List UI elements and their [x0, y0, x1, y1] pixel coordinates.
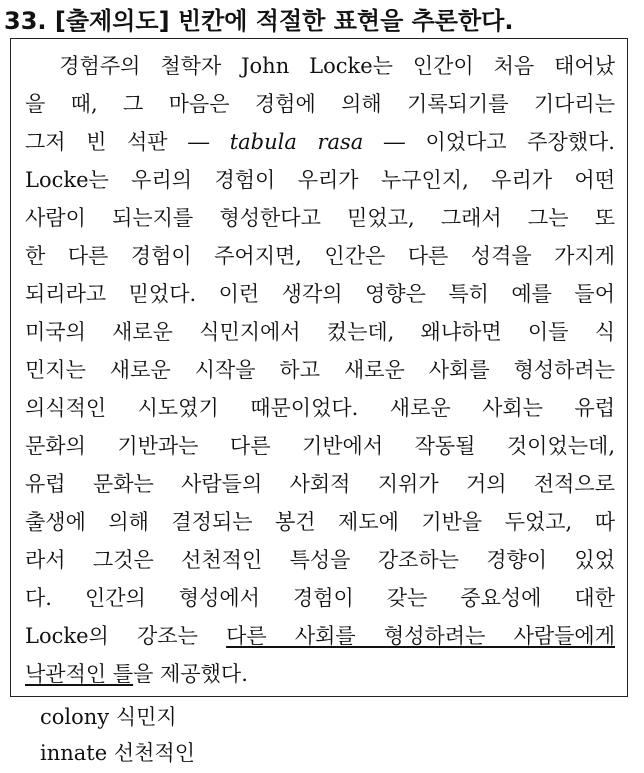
vocab-word: colony: [40, 705, 110, 729]
passage-line: 민지는 새로운 시작을 하고 새로운 사회를 형성하려는: [25, 358, 615, 382]
vocab-meaning: 식민지: [115, 705, 177, 729]
passage-line: 되리라고 믿었다. 이런 생각의 영향은 특히 예를 들어: [25, 282, 615, 306]
passage-line: 다. 인간의 형성에서 경험이 갖는 중요성에 대한: [25, 586, 615, 610]
passage-line: [25, 655, 615, 693]
underlined-phrase: 다른 사회를 형성하려는 사람들에게: [226, 624, 615, 648]
vocab-item: [40, 702, 177, 732]
passage-line: 한 다른 경험이 주어지면, 인간은 다른 성격을 가지게: [25, 244, 615, 268]
passage-line: 미국의 새로운 식민지에서 컸는데, 왜냐하면 이들 식: [25, 320, 615, 344]
passage-line: Locke는 우리의 경험이 우리가 누구인지, 우리가 어떤: [25, 168, 615, 192]
passage-line: 을 때, 그 마음은 경험에 의해 기록되기를 기다리는: [25, 92, 615, 116]
question-title: 33. [출제의도] 빈칸에 적절한 표현을 추론한다.: [4, 7, 514, 35]
passage-line: 문화의 기반과는 다른 기반에서 작동될 것이었는데,: [25, 434, 615, 458]
passage-line: 의식적인 시도였기 때문이었다. 새로운 사회는 유럽: [25, 396, 615, 420]
vocab-word: innate: [40, 741, 108, 765]
passage-line: [25, 617, 615, 655]
passage-line: 유럽 문화는 사람들의 사회적 지위가 거의 전적으로: [25, 472, 615, 496]
passage-text: 그저 빈 석판 ―: [25, 130, 230, 154]
passage-box: [10, 38, 628, 697]
latin-term: tabula rasa: [229, 130, 364, 154]
vocab-meaning: 선천적인: [113, 741, 195, 765]
passage-line: 사람이 되는지를 형성한다고 믿었고, 그래서 그는 또: [25, 206, 615, 230]
passage-line: [25, 123, 615, 161]
passage-text: 을 제공했다.: [133, 662, 248, 686]
passage-text: Locke의 강조는: [25, 624, 227, 648]
vocab-item: [40, 738, 195, 768]
passage-text: ― 이었다고 주장했다.: [363, 130, 615, 154]
passage-line: 출생에 의해 결정되는 봉건 제도에 기반을 두었고, 따: [25, 510, 615, 534]
passage-line: 경험주의 철학자 John Locke는 인간이 처음 태어났: [25, 54, 615, 78]
passage-line: 라서 그것은 선천적인 특성을 강조하는 경향이 있었: [25, 548, 615, 572]
underlined-phrase: 낙관적인 틀: [25, 662, 134, 686]
